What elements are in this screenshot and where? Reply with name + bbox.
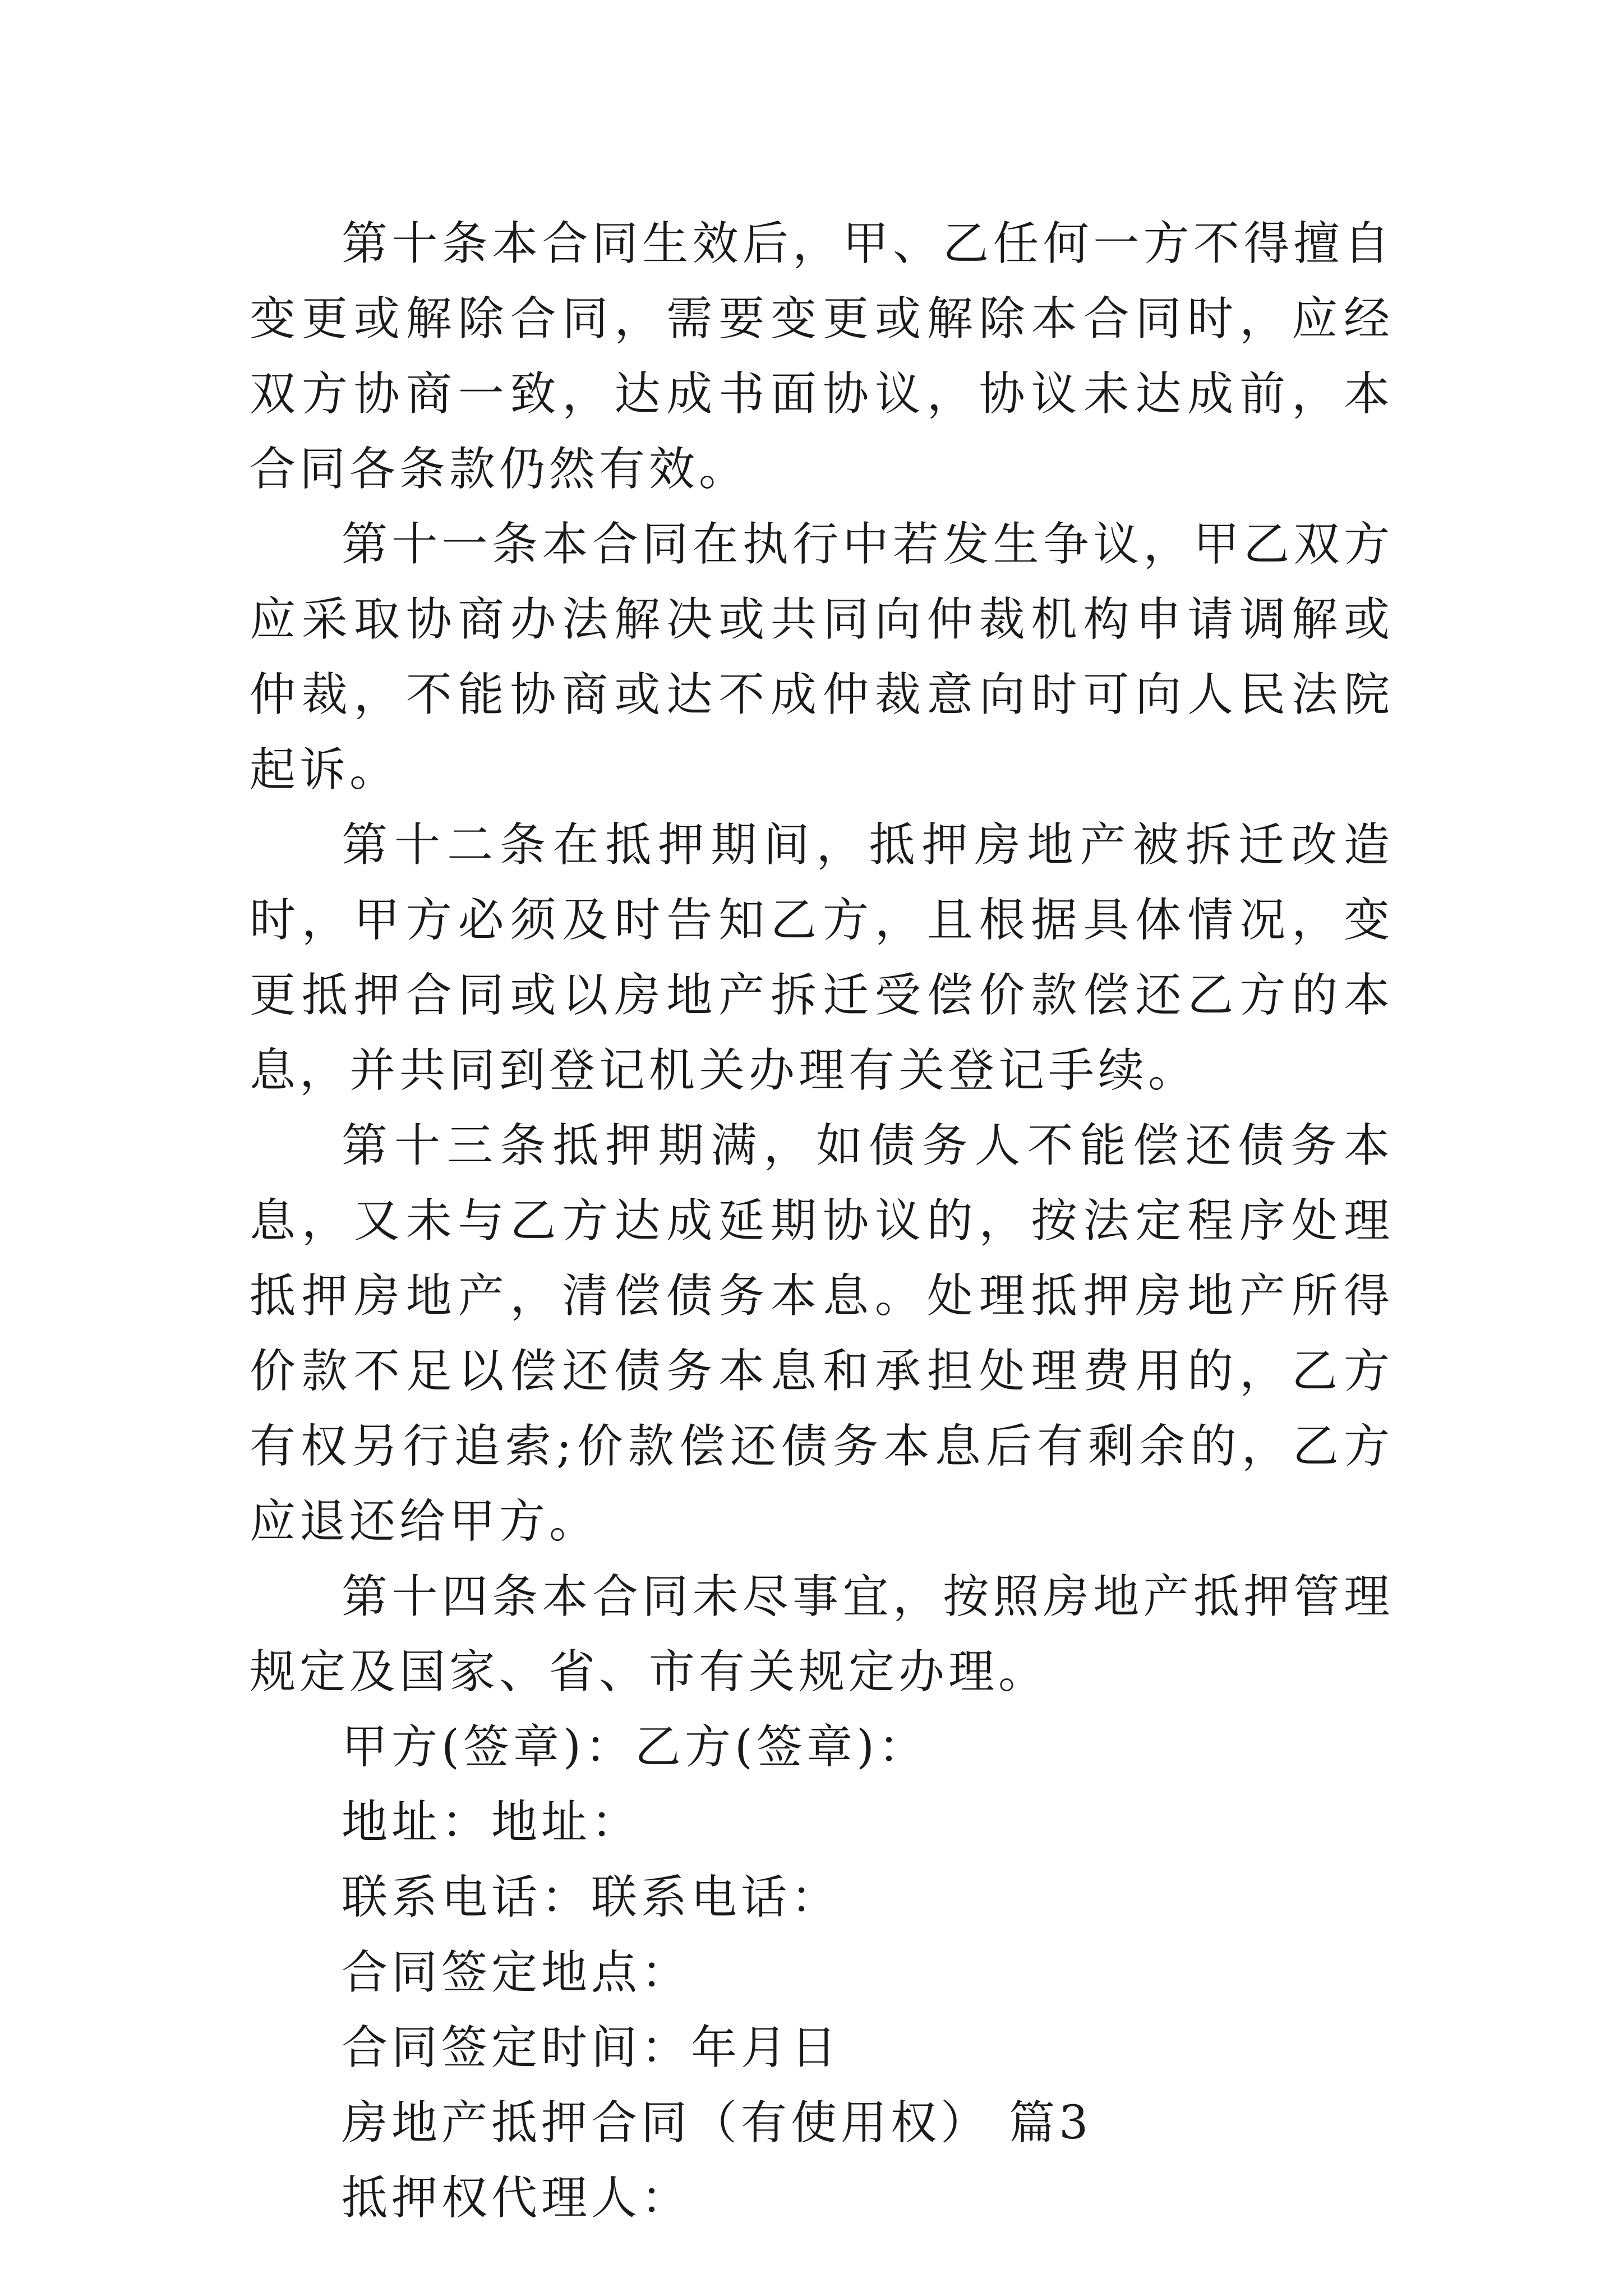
signature-parties: 甲方(签章)：乙方(签章)：: [342, 1720, 928, 1774]
article-12: 第十二条在抵押期间，抵押房地产被拆迁改造时，甲方必须及时告知乙方，且根据具体情况，变更抵押合同或以房地产拆迁受偿价款偿还乙方的本息，并共同到登记机关办理有关登记手续。: [250, 818, 1394, 1097]
signing-time: 合同签定时间：年月日: [342, 2021, 841, 2074]
article-13: 第十三条抵押期满，如债务人不能偿还债务本息，又未与乙方达成延期协议的，按法定程序处理抵押房地产，清偿债务本息。处理抵押房地产所得价款不足以偿还债务本息和承担处理费用的，乙方有权另行追索;价款偿还债务本息后有剩余的，乙方应退还给甲方。: [250, 1119, 1394, 1548]
article-11: 第十一条本合同在执行中若发生争议，甲乙双方应采取协商办法解决或共同向仲裁机构申请调解或仲裁，不能协商或达不成仲裁意向时可向人民法院起诉。: [250, 518, 1394, 797]
signature-phone: 联系电话：联系电话：: [342, 1871, 841, 1924]
section-title: 房地产抵押合同（有使用权） 篇3: [342, 2096, 1092, 2150]
document-page: [250, 206, 1394, 2236]
article-14: 第十四条本合同未尽事宜，按照房地产抵押管理规定及国家、省、市有关规定办理。: [250, 1570, 1394, 1699]
mortgagee-agent-label: 抵押权代理人：: [342, 2171, 691, 2225]
article-10: 第十条本合同生效后，甲、乙任何一方不得擅自变更或解除合同，需要变更或解除本合同时，应经双方协商一致，达成书面协议，协议未达成前，本合同各条款仍然有效。: [250, 217, 1394, 496]
signature-address: 地址：地址：: [342, 1796, 642, 1849]
signing-place: 合同签定地点：: [342, 1946, 691, 1999]
